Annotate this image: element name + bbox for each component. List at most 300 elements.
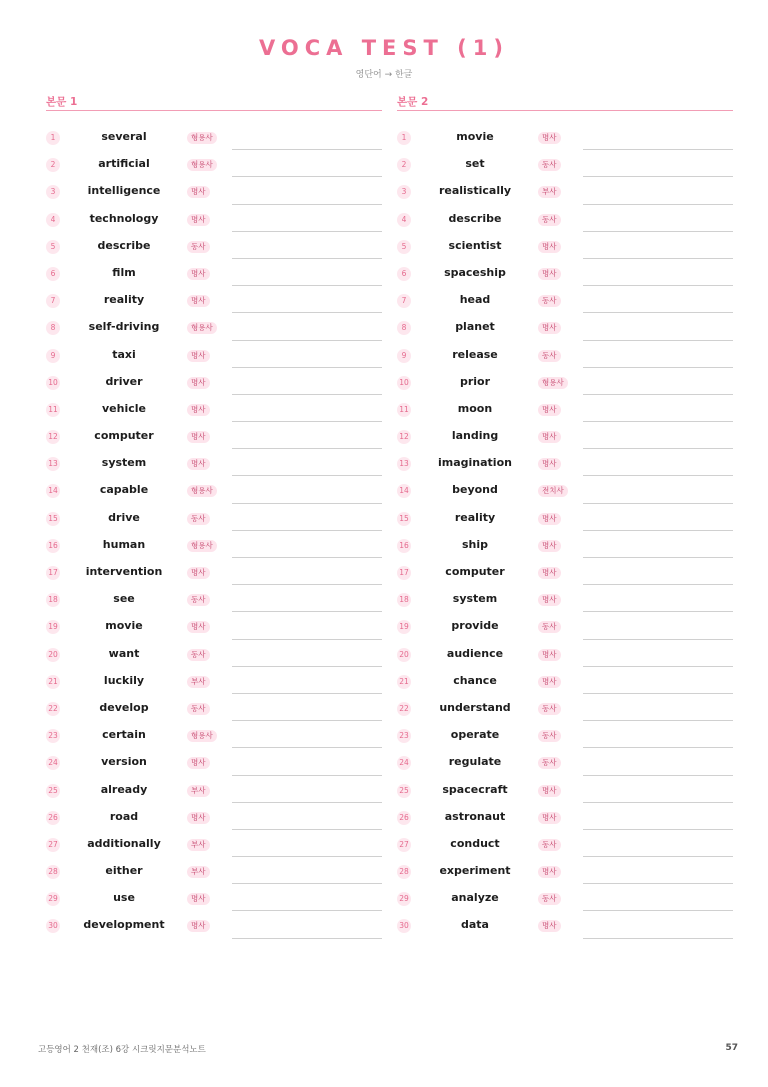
vocab-row — [46, 151, 382, 178]
vocab-word: landing — [451, 429, 499, 443]
answer-line[interactable] — [232, 883, 382, 884]
answer-line[interactable] — [583, 829, 733, 830]
vocab-word: system — [101, 456, 147, 470]
vocab-row — [46, 314, 382, 341]
vocab-row — [397, 260, 733, 287]
item-number-badge: 26 — [397, 811, 411, 825]
page-title: VOCA TEST (1) — [259, 36, 509, 60]
part-of-speech-badge: 명사 — [538, 676, 561, 688]
vocab-word: human — [102, 537, 146, 551]
vocab-row — [397, 858, 733, 885]
item-number-badge: 2 — [46, 158, 60, 172]
vocab-word: see — [113, 592, 135, 606]
vocab-word: intervention — [85, 565, 163, 578]
vocab-word: data — [461, 918, 489, 932]
vocab-row — [46, 124, 382, 151]
answer-line[interactable] — [583, 149, 733, 150]
word-list — [397, 124, 733, 940]
vocab-word: several — [101, 130, 147, 143]
vocab-word: realistically — [438, 184, 512, 198]
answer-line[interactable] — [232, 666, 382, 667]
part-of-speech-badge: 명사 — [538, 920, 561, 932]
item-number-badge: 13 — [46, 457, 60, 471]
vocab-row — [397, 532, 733, 559]
item-number-badge: 17 — [397, 566, 411, 580]
vocab-word: astronaut — [444, 809, 506, 823]
vocab-row — [46, 287, 382, 314]
part-of-speech-badge: 명사 — [538, 567, 561, 579]
part-of-speech-badge: 형용사 — [187, 485, 217, 497]
item-number-badge: 27 — [397, 838, 411, 852]
vocab-word: already — [100, 782, 148, 796]
item-number-badge: 16 — [397, 539, 411, 553]
item-number-badge: 28 — [46, 865, 60, 879]
part-of-speech-badge: 부사 — [187, 676, 210, 688]
vocab-row — [397, 314, 733, 341]
item-number-badge: 5 — [46, 240, 60, 254]
item-number-badge: 30 — [46, 919, 60, 933]
part-of-speech-badge: 형용사 — [538, 377, 568, 389]
vocab-word: vehicle — [102, 401, 146, 415]
item-number-badge: 13 — [397, 457, 411, 471]
item-number-badge: 1 — [46, 131, 60, 145]
vocab-row — [46, 668, 382, 695]
answer-line[interactable] — [583, 856, 733, 857]
vocab-row — [46, 912, 382, 939]
item-number-badge: 16 — [46, 539, 60, 553]
vocab-word: self-driving — [88, 320, 160, 334]
answer-line[interactable] — [583, 775, 733, 776]
vocab-word: want — [108, 646, 140, 660]
answer-line[interactable] — [583, 503, 733, 504]
answer-line[interactable] — [232, 285, 382, 286]
part-of-speech-badge: 동사 — [538, 621, 561, 633]
vocab-row — [397, 777, 733, 804]
vocab-row — [46, 858, 382, 885]
item-number-badge: 4 — [46, 213, 60, 227]
vocab-row — [397, 423, 733, 450]
answer-line[interactable] — [232, 340, 382, 341]
answer-line[interactable] — [583, 883, 733, 884]
vocab-row — [46, 722, 382, 749]
item-number-badge: 3 — [46, 185, 60, 199]
answer-line[interactable] — [583, 258, 733, 259]
answer-line[interactable] — [232, 176, 382, 177]
vocab-row — [397, 124, 733, 151]
part-of-speech-badge: 명사 — [187, 431, 210, 443]
section-1 — [46, 92, 382, 940]
vocab-word: computer — [94, 429, 154, 443]
item-number-badge: 23 — [397, 729, 411, 743]
part-of-speech-badge: 형용사 — [187, 322, 217, 334]
vocab-word: moon — [457, 401, 493, 415]
vocab-word: regulate — [448, 755, 502, 769]
vocab-row — [397, 749, 733, 776]
item-number-badge: 8 — [46, 321, 60, 335]
answer-line[interactable] — [232, 747, 382, 748]
vocab-word: artificial — [98, 157, 150, 171]
vocab-word: spacecraft — [442, 782, 508, 796]
vocab-word: scientist — [448, 238, 502, 252]
answer-line[interactable] — [232, 149, 382, 150]
vocab-word: luckily — [103, 673, 145, 687]
part-of-speech-badge: 명사 — [538, 404, 561, 416]
answer-line[interactable] — [583, 176, 733, 177]
answer-line[interactable] — [583, 666, 733, 667]
part-of-speech-badge: 전치사 — [538, 485, 568, 497]
item-number-badge: 23 — [46, 729, 60, 743]
answer-line[interactable] — [583, 448, 733, 449]
answer-line[interactable] — [232, 448, 382, 449]
part-of-speech-badge: 명사 — [538, 812, 561, 824]
part-of-speech-badge: 명사 — [538, 132, 561, 144]
part-of-speech-badge: 명사 — [187, 268, 210, 280]
item-number-badge: 26 — [46, 811, 60, 825]
vocab-word: capable — [99, 483, 149, 497]
answer-line[interactable] — [232, 910, 382, 911]
page-number: 57 — [725, 1043, 738, 1053]
part-of-speech-badge: 명사 — [187, 567, 210, 579]
answer-line[interactable] — [232, 829, 382, 830]
part-of-speech-badge: 명사 — [538, 513, 561, 525]
answer-line[interactable] — [232, 557, 382, 558]
item-number-badge: 21 — [46, 675, 60, 689]
vocab-word: additionally — [87, 836, 161, 850]
answer-line[interactable] — [232, 421, 382, 422]
part-of-speech-badge: 명사 — [187, 812, 210, 824]
part-of-speech-badge: 동사 — [187, 703, 210, 715]
answer-line[interactable] — [232, 312, 382, 313]
vocab-row — [397, 151, 733, 178]
vocab-row — [397, 233, 733, 260]
item-number-badge: 18 — [46, 593, 60, 607]
part-of-speech-badge: 명사 — [538, 322, 561, 334]
vocab-word: technology — [89, 211, 159, 225]
item-number-badge: 14 — [46, 484, 60, 498]
vocab-row — [46, 885, 382, 912]
vocab-word: imagination — [438, 456, 512, 470]
item-number-badge: 10 — [397, 376, 411, 390]
vocab-row — [397, 668, 733, 695]
section-2 — [397, 92, 733, 940]
vocab-word: development — [83, 918, 165, 932]
footer-title: 고등영어 2 천재(조) 6강 시크릿지문분석노트 — [38, 1045, 206, 1055]
vocab-word: version — [101, 755, 147, 769]
answer-line[interactable] — [583, 938, 733, 939]
vocab-row — [46, 559, 382, 586]
answer-line[interactable] — [583, 584, 733, 585]
item-number-badge: 22 — [46, 702, 60, 716]
vocab-word: computer — [445, 565, 505, 578]
answer-line[interactable] — [583, 231, 733, 232]
answer-line[interactable] — [232, 693, 382, 694]
answer-line[interactable] — [583, 475, 733, 476]
item-number-badge: 3 — [397, 185, 411, 199]
item-number-badge: 24 — [46, 756, 60, 770]
vocab-word: drive — [108, 510, 140, 524]
vocab-word: develop — [99, 700, 149, 714]
answer-line[interactable] — [583, 421, 733, 422]
item-number-badge: 17 — [46, 566, 60, 580]
part-of-speech-badge: 명사 — [538, 458, 561, 470]
answer-line[interactable] — [232, 584, 382, 585]
part-of-speech-badge: 명사 — [538, 431, 561, 443]
part-of-speech-badge: 부사 — [187, 839, 210, 851]
item-number-badge: 28 — [397, 865, 411, 879]
vocab-row — [397, 342, 733, 369]
vocab-row — [46, 613, 382, 640]
part-of-speech-badge: 부사 — [187, 785, 210, 797]
vocab-word: system — [452, 592, 498, 606]
part-of-speech-badge: 명사 — [538, 785, 561, 797]
vocab-row — [46, 586, 382, 613]
item-number-badge: 29 — [397, 892, 411, 906]
answer-line[interactable] — [232, 856, 382, 857]
answer-line[interactable] — [583, 611, 733, 612]
vocab-row — [46, 206, 382, 233]
page-subtitle: 영단어 → 한글 — [355, 70, 413, 80]
part-of-speech-badge: 동사 — [187, 241, 210, 253]
vocab-row — [46, 804, 382, 831]
answer-line[interactable] — [583, 530, 733, 531]
vocab-row — [397, 586, 733, 613]
item-number-badge: 25 — [46, 784, 60, 798]
vocab-row — [397, 559, 733, 586]
part-of-speech-badge: 동사 — [538, 703, 561, 715]
vocab-word: set — [465, 157, 485, 171]
item-number-badge: 1 — [397, 131, 411, 145]
item-number-badge: 12 — [46, 430, 60, 444]
vocab-row — [46, 233, 382, 260]
item-number-badge: 12 — [397, 430, 411, 444]
item-number-badge: 18 — [397, 593, 411, 607]
part-of-speech-badge: 명사 — [538, 268, 561, 280]
vocab-row — [397, 641, 733, 668]
answer-line[interactable] — [232, 503, 382, 504]
item-number-badge: 11 — [397, 403, 411, 417]
vocab-row — [46, 178, 382, 205]
part-of-speech-badge: 명사 — [187, 404, 210, 416]
vocab-word: reality — [103, 293, 145, 307]
vocab-row — [397, 912, 733, 939]
answer-line[interactable] — [583, 340, 733, 341]
part-of-speech-badge: 형용사 — [187, 730, 217, 742]
vocab-row — [397, 206, 733, 233]
vocab-row — [397, 477, 733, 504]
item-number-badge: 4 — [397, 213, 411, 227]
vocab-word: analyze — [451, 891, 499, 905]
vocab-word: use — [113, 891, 135, 905]
item-number-badge: 22 — [397, 702, 411, 716]
item-number-badge: 15 — [46, 512, 60, 526]
vocab-word: taxi — [112, 347, 136, 361]
answer-line[interactable] — [583, 367, 733, 368]
answer-line[interactable] — [583, 557, 733, 558]
vocab-row — [397, 831, 733, 858]
answer-line[interactable] — [583, 693, 733, 694]
part-of-speech-badge: 명사 — [187, 893, 210, 905]
vocab-word: release — [452, 347, 498, 361]
vocab-row — [397, 178, 733, 205]
answer-line[interactable] — [232, 258, 382, 259]
vocab-word: movie — [456, 130, 494, 143]
item-number-badge: 9 — [46, 349, 60, 363]
answer-line[interactable] — [583, 312, 733, 313]
answer-line[interactable] — [583, 394, 733, 395]
part-of-speech-badge: 동사 — [538, 350, 561, 362]
item-number-badge: 20 — [46, 648, 60, 662]
part-of-speech-badge: 명사 — [538, 241, 561, 253]
answer-line[interactable] — [583, 285, 733, 286]
item-number-badge: 6 — [397, 267, 411, 281]
answer-line[interactable] — [232, 611, 382, 612]
part-of-speech-badge: 명사 — [538, 594, 561, 606]
answer-line[interactable] — [232, 231, 382, 232]
vocab-word: driver — [105, 374, 143, 388]
vocab-row — [397, 722, 733, 749]
answer-line[interactable] — [232, 204, 382, 205]
vocab-row — [397, 369, 733, 396]
vocab-row — [46, 396, 382, 423]
item-number-badge: 29 — [46, 892, 60, 906]
vocab-row — [46, 505, 382, 532]
part-of-speech-badge: 명사 — [187, 757, 210, 769]
vocab-word: understand — [439, 700, 511, 714]
part-of-speech-badge: 명사 — [538, 866, 561, 878]
vocab-row — [46, 450, 382, 477]
part-of-speech-badge: 명사 — [187, 621, 210, 633]
item-number-badge: 15 — [397, 512, 411, 526]
vocab-word: road — [109, 809, 139, 823]
item-number-badge: 10 — [46, 376, 60, 390]
vocab-row — [46, 831, 382, 858]
vocab-row — [397, 695, 733, 722]
part-of-speech-badge: 명사 — [187, 458, 210, 470]
vocab-row — [397, 396, 733, 423]
vocab-word: operate — [450, 728, 500, 742]
vocab-word: head — [459, 293, 491, 307]
part-of-speech-badge: 형용사 — [187, 159, 217, 171]
part-of-speech-badge: 동사 — [538, 214, 561, 226]
vocab-word: experiment — [439, 864, 511, 878]
answer-line[interactable] — [232, 720, 382, 721]
vocab-row — [46, 749, 382, 776]
answer-line[interactable] — [232, 530, 382, 531]
answer-line[interactable] — [232, 802, 382, 803]
vocab-word: audience — [446, 646, 504, 660]
item-number-badge: 5 — [397, 240, 411, 254]
part-of-speech-badge: 동사 — [538, 730, 561, 742]
part-of-speech-badge: 동사 — [187, 649, 210, 661]
item-number-badge: 9 — [397, 349, 411, 363]
vocab-word: spaceship — [444, 265, 506, 279]
part-of-speech-badge: 명사 — [187, 214, 210, 226]
answer-line[interactable] — [232, 775, 382, 776]
vocab-word: describe — [97, 238, 151, 252]
part-of-speech-badge: 명사 — [187, 377, 210, 389]
vocab-row — [397, 804, 733, 831]
item-number-badge: 27 — [46, 838, 60, 852]
answer-line[interactable] — [232, 639, 382, 640]
part-of-speech-badge: 동사 — [187, 513, 210, 525]
item-number-badge: 6 — [46, 267, 60, 281]
vocab-word: describe — [448, 211, 502, 225]
answer-line[interactable] — [583, 204, 733, 205]
part-of-speech-badge: 부사 — [538, 186, 561, 198]
part-of-speech-badge: 동사 — [538, 159, 561, 171]
answer-line[interactable] — [232, 394, 382, 395]
section-heading: 본문 2 — [397, 92, 733, 111]
section-heading: 본문 1 — [46, 92, 382, 111]
answer-line[interactable] — [583, 720, 733, 721]
vocab-row — [46, 477, 382, 504]
item-number-badge: 20 — [397, 648, 411, 662]
part-of-speech-badge: 명사 — [187, 920, 210, 932]
vocab-row — [46, 641, 382, 668]
vocab-row — [46, 777, 382, 804]
vocab-row — [397, 613, 733, 640]
vocab-word: planet — [455, 320, 495, 334]
item-number-badge: 30 — [397, 919, 411, 933]
vocab-row — [46, 369, 382, 396]
vocab-row — [397, 505, 733, 532]
vocab-row — [46, 532, 382, 559]
vocab-word: film — [112, 265, 136, 279]
item-number-badge: 2 — [397, 158, 411, 172]
answer-line[interactable] — [232, 367, 382, 368]
vocab-row — [397, 450, 733, 477]
part-of-speech-badge: 동사 — [187, 594, 210, 606]
answer-line[interactable] — [583, 802, 733, 803]
vocab-word: provide — [451, 619, 499, 633]
item-number-badge: 19 — [397, 620, 411, 634]
part-of-speech-badge: 동사 — [538, 893, 561, 905]
item-number-badge: 21 — [397, 675, 411, 689]
vocab-row — [46, 342, 382, 369]
answer-line[interactable] — [583, 910, 733, 911]
vocab-word: certain — [102, 728, 146, 742]
item-number-badge: 25 — [397, 784, 411, 798]
answer-line[interactable] — [583, 747, 733, 748]
answer-line[interactable] — [583, 639, 733, 640]
part-of-speech-badge: 명사 — [187, 186, 210, 198]
vocab-word: reality — [454, 510, 496, 524]
vocab-word: ship — [461, 537, 489, 551]
item-number-badge: 7 — [46, 294, 60, 308]
vocab-row — [46, 695, 382, 722]
part-of-speech-badge: 동사 — [538, 839, 561, 851]
item-number-badge: 7 — [397, 294, 411, 308]
vocab-word: chance — [453, 673, 497, 687]
part-of-speech-badge: 형용사 — [187, 132, 217, 144]
vocab-row — [46, 423, 382, 450]
part-of-speech-badge: 동사 — [538, 757, 561, 769]
part-of-speech-badge: 명사 — [187, 350, 210, 362]
part-of-speech-badge: 명사 — [538, 540, 561, 552]
vocab-word: beyond — [452, 483, 498, 497]
vocab-row — [397, 287, 733, 314]
part-of-speech-badge: 명사 — [538, 649, 561, 661]
vocab-word: conduct — [450, 836, 500, 850]
word-list — [46, 124, 382, 940]
vocab-word: movie — [105, 619, 143, 633]
vocab-word: prior — [459, 374, 491, 388]
part-of-speech-badge: 명사 — [187, 295, 210, 307]
answer-line[interactable] — [232, 938, 382, 939]
vocab-row — [46, 260, 382, 287]
answer-line[interactable] — [232, 475, 382, 476]
item-number-badge: 19 — [46, 620, 60, 634]
